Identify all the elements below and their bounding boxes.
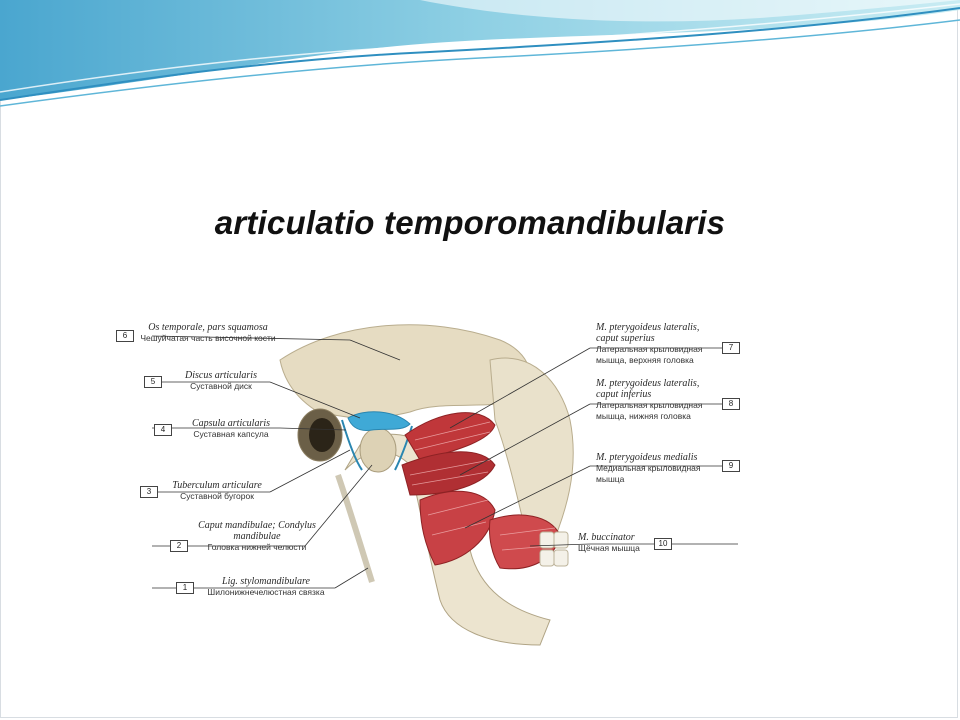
condyle-shape (360, 428, 396, 472)
label-number: 6 (116, 330, 134, 342)
header-wave-decoration (0, 0, 960, 130)
label-number: 8 (722, 398, 740, 410)
label-temporal-squamous: Os temporale, pars squamosa Чешуйчатая часть височной кости (140, 322, 276, 343)
label-number: 3 (140, 486, 158, 498)
stylomandibular-ligament-shape (338, 475, 372, 582)
label-articular-disc: Discus articularis Суставной диск (185, 370, 257, 391)
label-number: 5 (144, 376, 162, 388)
label-articular-capsule: Capsula articularis Суставная капсула (191, 418, 271, 439)
label-number: 10 (654, 538, 672, 550)
label-mandibular-condyle: Caput mandibulae; Condylus mandibulae Головка нижней челюсти (198, 520, 316, 552)
label-lateral-pterygoid-upper: M. pterygoideus lateralis, caput superius Латеральная крыловидная мышца, верхняя головка (596, 322, 703, 365)
label-number: 1 (176, 582, 194, 594)
medial-pterygoid (420, 491, 495, 565)
label-stylomandibular-ligament: Lig. stylomandibulare Шилонижнечелюстная связка (207, 576, 325, 597)
label-lateral-pterygoid-lower: M. pterygoideus lateralis, caput inferius Латеральная крыловидная мышца, нижняя головка (596, 378, 703, 421)
label-articular-tubercle: Tuberculum articulare Суставной бугорок (172, 480, 262, 501)
label-medial-pterygoid: M. pterygoideus medialis Медиальная крыловидная мышца (596, 452, 701, 484)
label-buccinator: M. buccinator Щёчная мышца (578, 532, 640, 553)
label-number: 2 (170, 540, 188, 552)
page-title: articulatio temporomandibularis (214, 204, 726, 241)
label-number: 4 (154, 424, 172, 436)
label-number: 7 (722, 342, 740, 354)
label-number: 9 (722, 460, 740, 472)
